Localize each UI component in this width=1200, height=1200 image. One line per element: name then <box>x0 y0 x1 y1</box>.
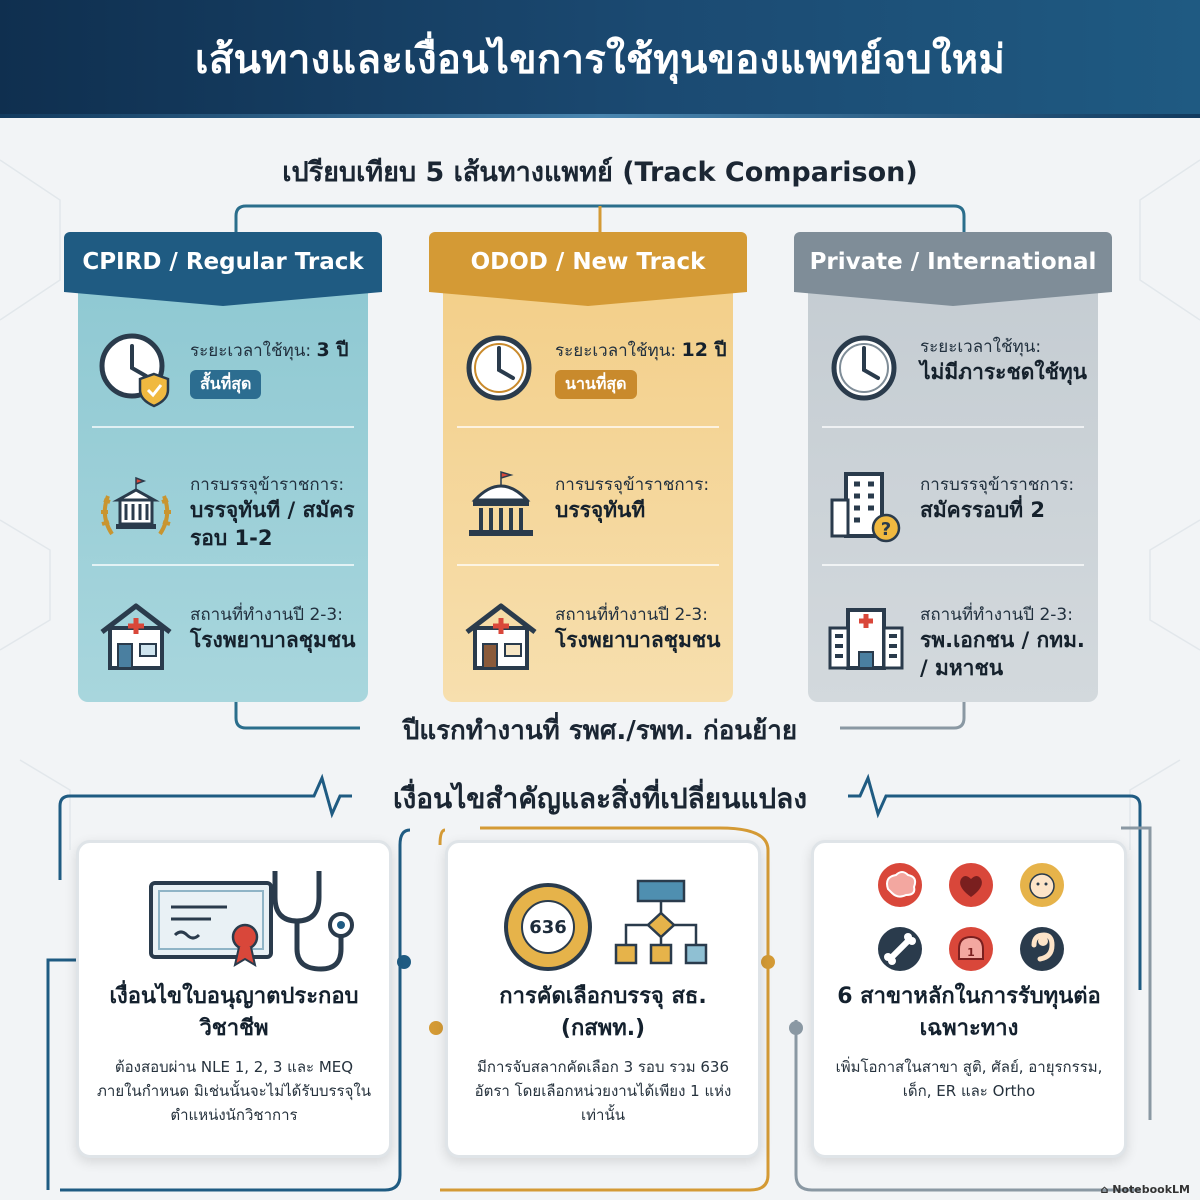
clinic-house-icon <box>96 596 176 676</box>
conditions-heading <box>0 777 1200 821</box>
workplace-row <box>443 582 733 712</box>
brand-name: NotebookLM <box>1112 1183 1190 1196</box>
condition-title: การคัดเลือกบรรจุ สธ. (กสพท.) <box>499 984 707 1041</box>
clock-icon <box>826 328 906 408</box>
appointment-row <box>808 452 1098 582</box>
specialties-illustration <box>814 861 1124 981</box>
flowchart-icon <box>616 881 706 963</box>
track-comparison-heading: เปรียบเทียบ 5 เส้นทางแพทย์ (Track Comparison) <box>282 157 918 188</box>
duration-row <box>78 314 368 444</box>
condition-title: เงื่อนไขใบอนุญาตประกอบวิชาชีพ <box>109 984 359 1041</box>
workplace-row <box>808 582 1098 712</box>
clock-icon <box>461 328 541 408</box>
stethoscope-icon <box>275 871 352 969</box>
heart-icon <box>949 863 993 907</box>
office-question-icon <box>826 466 906 546</box>
hospital-icon <box>826 596 906 676</box>
condition-body: เพิ่มโอกาสในสาขา สูติ, ศัลย์, อายุรกรรม, เด็ก, ER และ Ortho <box>835 1058 1103 1100</box>
duration-label: ระยะเวลาใช้ทุน: <box>920 337 1042 357</box>
appointment-row <box>443 452 733 582</box>
brand-footer: ⌂ NotebookLM <box>1100 1183 1190 1196</box>
track-banner <box>794 232 1112 292</box>
workplace-label: สถานที่ทำงานปี 2-3: <box>555 605 708 625</box>
selection-illustration <box>448 861 758 981</box>
condition-card-license <box>76 840 392 1158</box>
duration-row <box>808 314 1098 444</box>
track-name: Private / International <box>809 249 1097 275</box>
appointment-value: บรรจุทันที / สมัครรอบ 1-2 <box>190 498 355 550</box>
emergency-light-icon <box>949 927 993 971</box>
workplace-value: โรงพยาบาลชุมชน <box>190 628 356 652</box>
appointment-label: การบรรจุข้าราชการ: <box>190 475 345 495</box>
page-title: เส้นทางและเงื่อนไขการใช้ทุนของแพทย์จบใหม่ <box>194 37 1006 83</box>
lottery-number: 636 <box>529 917 567 938</box>
banner-tip <box>794 292 1112 306</box>
workplace-value: โรงพยาบาลชุมชน <box>555 628 721 652</box>
duration-label: ระยะเวลาใช้ทุน: <box>555 341 677 361</box>
condition-body: มีการจับสลากคัดเลือก 3 รอบ รวม 636 อัตรา โดยเลือกหน่วยงานได้เพียง 1 แห่งเท่านั้น <box>474 1058 732 1124</box>
header-banner <box>0 0 1200 118</box>
workplace-label: สถานที่ทำงานปี 2-3: <box>920 605 1073 625</box>
bone-icon <box>878 927 922 971</box>
track-name: CPIRD / Regular Track <box>82 249 364 275</box>
government-laurel-icon <box>96 466 176 546</box>
first-year-note-text: ปีแรกทำงานที่ รพศ./รพท. ก่อนย้าย <box>389 716 811 746</box>
divider <box>457 564 719 566</box>
appointment-value: บรรจุทันที <box>555 498 646 522</box>
banner-tip <box>429 292 747 306</box>
track-banner <box>429 232 747 292</box>
fetus-icon <box>1020 927 1064 971</box>
banner-tip <box>64 292 382 306</box>
divider <box>822 564 1084 566</box>
baby-icon <box>1020 863 1064 907</box>
condition-card-selection <box>445 840 761 1158</box>
divider <box>457 426 719 428</box>
svg-text:?: ? <box>880 519 892 540</box>
duration-value: 12 ปี <box>681 339 727 361</box>
appointment-label: การบรรจุข้าราชการ: <box>555 475 710 495</box>
duration-label: ระยะเวลาใช้ทุน: <box>190 341 312 361</box>
appointment-row <box>78 452 368 582</box>
lottery-ball-icon <box>506 885 590 969</box>
track-banner <box>64 232 382 292</box>
duration-row <box>443 314 733 444</box>
divider <box>92 564 354 566</box>
condition-body: ต้องสอบผ่าน NLE 1, 2, 3 และ MEQ ภายในกำหนด มิเช่นนั้นจะไม่ได้รับบรรจุในตำแหน่งนักวิชาการ <box>97 1058 371 1124</box>
government-building-icon <box>461 466 541 546</box>
divider <box>92 426 354 428</box>
workplace-row <box>78 582 368 712</box>
workplace-label: สถานที่ทำงานปี 2-3: <box>190 605 343 625</box>
first-year-note <box>0 710 1200 751</box>
duration-badge: สั้นที่สุด <box>190 370 261 399</box>
clinic-house-icon <box>461 596 541 676</box>
brain-icon <box>878 863 922 907</box>
appointment-value: สมัครรอบที่ 2 <box>920 498 1045 522</box>
workplace-value: รพ.เอกชน / กทม. / มหาชน <box>920 628 1085 680</box>
duration-badge: นานที่สุด <box>555 370 637 399</box>
duration-value: ไม่มีภาระชดใช้ทุน <box>920 360 1088 384</box>
clock-shield-icon <box>96 328 176 408</box>
condition-title: 6 สาขาหลักในการรับทุนต่อเฉพาะทาง <box>837 984 1101 1041</box>
emergency-number: 1 <box>967 946 975 959</box>
license-illustration <box>79 861 389 981</box>
track-name: ODOD / New Track <box>470 249 706 275</box>
appointment-label: การบรรจุข้าราชการ: <box>920 475 1075 495</box>
certificate-icon <box>151 883 271 965</box>
condition-card-specialties <box>811 840 1127 1158</box>
duration-value: 3 ปี <box>316 339 349 361</box>
divider <box>822 426 1084 428</box>
conditions-heading-text: เงื่อนไขสำคัญและสิ่งที่เปลี่ยนแปลง <box>379 782 821 815</box>
